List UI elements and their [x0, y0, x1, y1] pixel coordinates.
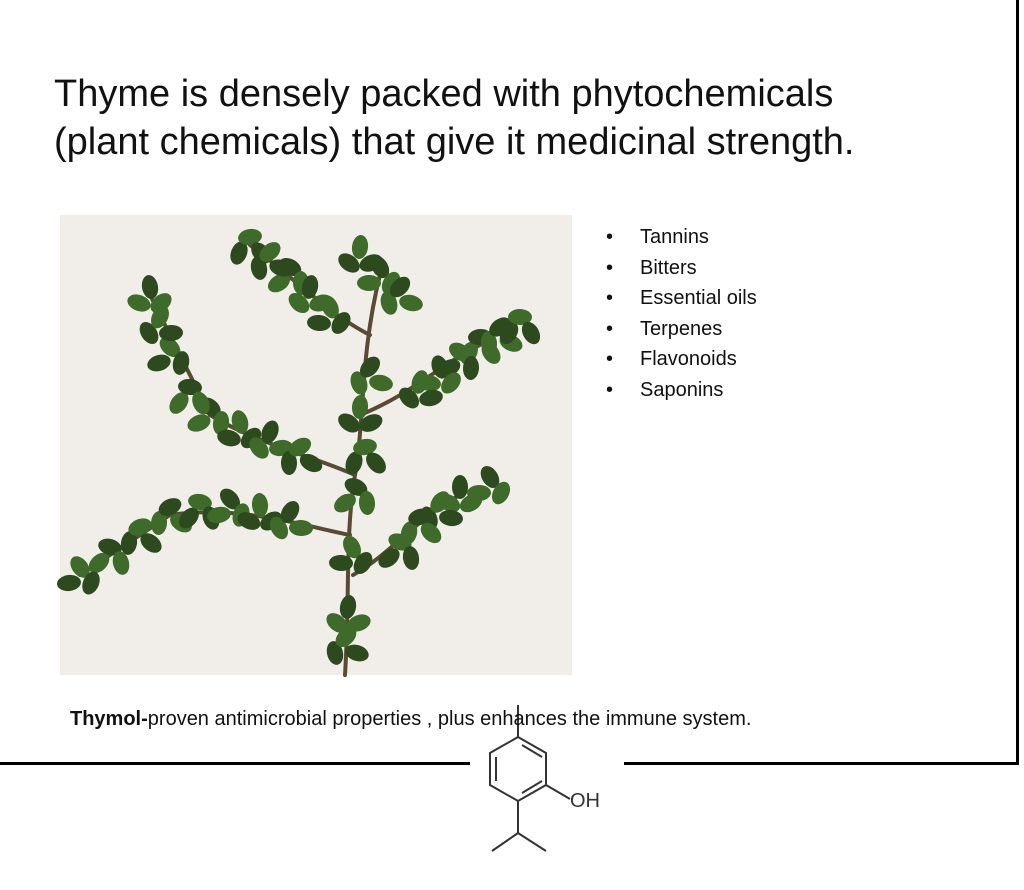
leaf: [452, 475, 468, 499]
slide-title-line-2: (plant chemicals) that give it medicinal strength.: [54, 121, 855, 163]
list-item: • Terpenes: [606, 314, 757, 345]
leaf: [351, 234, 370, 260]
list-item: • Tannins: [606, 222, 757, 253]
slide-title: [54, 70, 974, 166]
list-item: • Essential oils: [606, 283, 757, 314]
list-item: • Saponins: [606, 375, 757, 406]
hydroxyl-label: OH: [570, 790, 600, 812]
caption-text: proven antimicrobial properties , plus enhances the immune system.: [147, 708, 752, 730]
thyme-plant-illustration: [60, 215, 572, 675]
list-item: • Bitters: [606, 253, 757, 284]
leaf: [357, 275, 381, 291]
thymol-caption: [70, 705, 751, 733]
caption-term: Thymol-: [70, 708, 148, 730]
leaf: [351, 394, 369, 419]
leaf: [438, 509, 464, 528]
list-item: • Flavonoids: [606, 344, 757, 375]
phytochemical-list: [606, 222, 757, 406]
slide-title-line-1: Thyme is densely packed with phytochemicals: [54, 73, 834, 115]
leaf: [306, 314, 331, 332]
leaf: [56, 574, 82, 593]
